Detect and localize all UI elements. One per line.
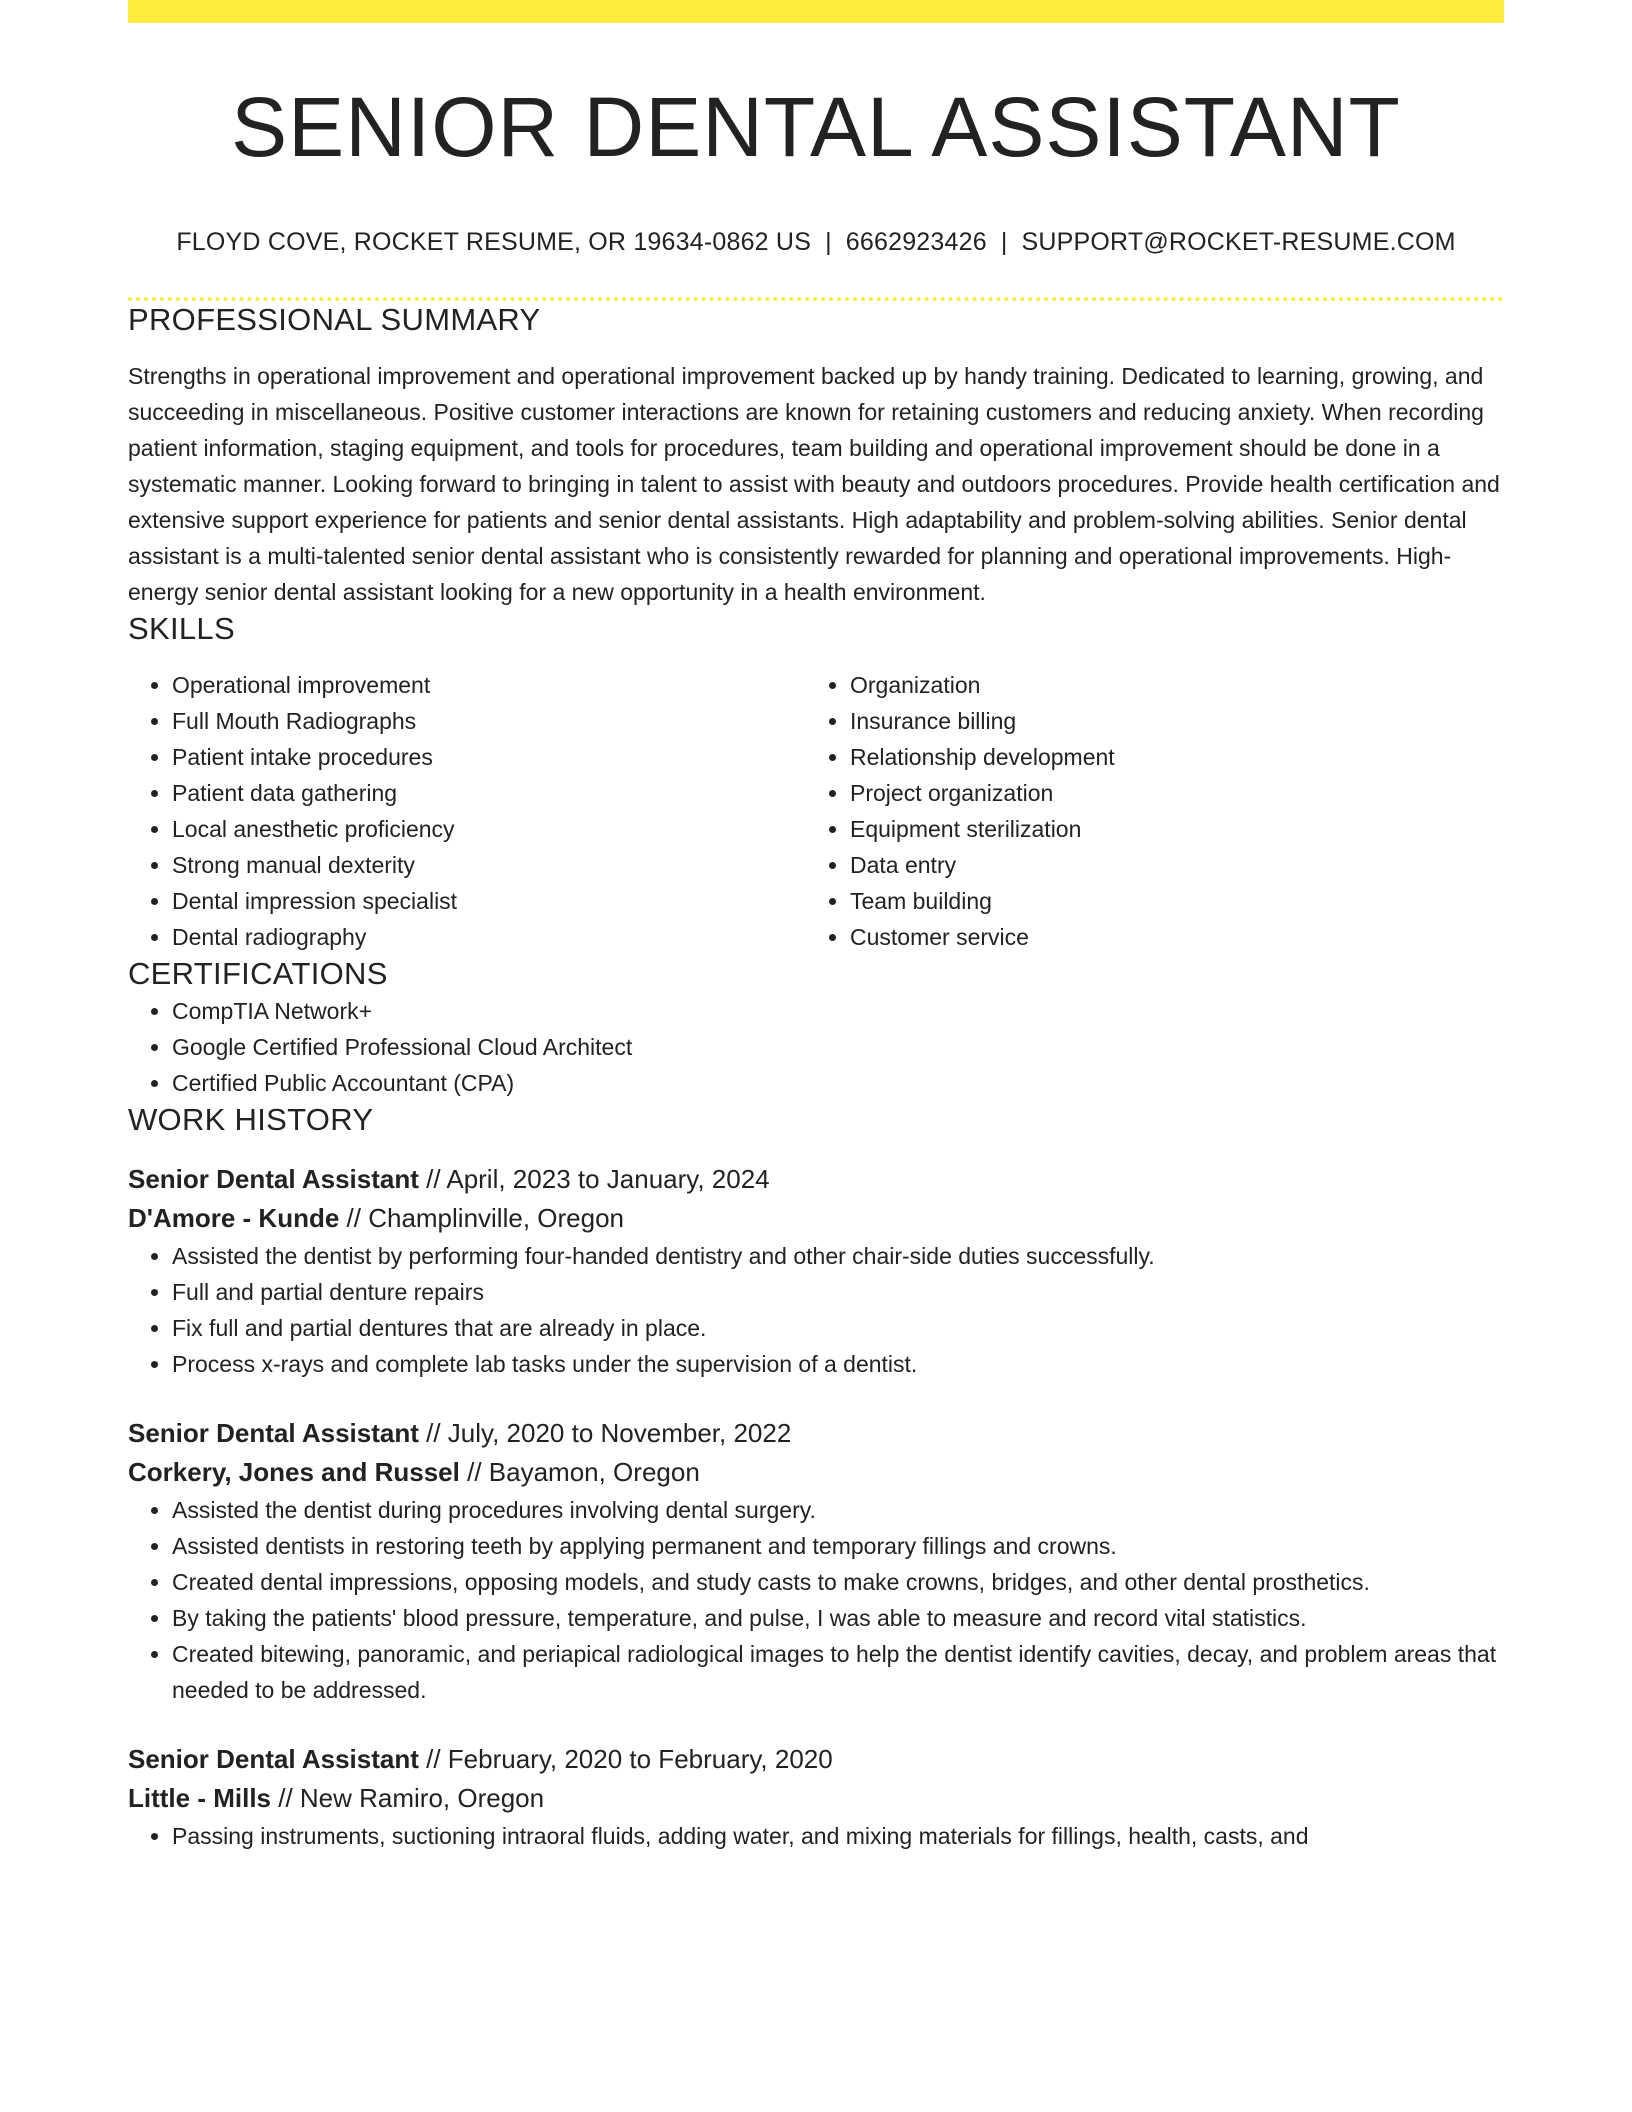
skill-item: • Project organization — [850, 775, 1484, 811]
job-bullet: • Process x-rays and complete lab tasks under the supervision of a dentist. — [172, 1346, 1504, 1382]
job-entry — [128, 1160, 1504, 1382]
skill-item: • Patient data gathering — [172, 775, 806, 811]
skills-list-left — [128, 667, 806, 955]
job-bullet: • By taking the patients' blood pressure, temperature, and pulse, I was able to measure and record vital statistics. — [172, 1600, 1504, 1636]
skill-item: • Dental impression specialist — [172, 883, 806, 919]
resume-page — [128, 0, 1504, 1854]
summary-text: Strengths in operational improvement and operational improvement backed up by handy training. Dedicated to learning, growing, and succeeding in miscellaneous. Positive customer interactions are known for retaining customers and reducing anxiety. When recording patient information, staging equipment, and tools for procedures, team building and operational improvement should be done in a systematic manner. Looking forward to bringing in talent to assist with beauty and outdoors procedures. Provide health certification and extensive support experience for patients and senior dental assistants. High adaptability and problem-solving abilities. Senior dental assistant is a multi-talented senior dental assistant who is consistently rewarded for planning and operational improvements. High-energy senior dental assistant looking for a new opportunity in a health environment. — [128, 363, 1500, 606]
certifications-heading: CERTIFICATIONS — [128, 956, 388, 992]
job-bullet: • Created dental impressions, opposing models, and study casts to make crowns, bridges, and other dental prosthetics. — [172, 1564, 1504, 1600]
skill-item: • Organization — [850, 667, 1484, 703]
contact-separator: | — [825, 228, 832, 256]
job-entry — [128, 1414, 1504, 1708]
skill-item: • Local anesthetic proficiency — [172, 811, 806, 847]
skill-item: • Patient intake procedures — [172, 739, 806, 775]
skills-column-left — [128, 667, 806, 955]
skill-item: • Dental radiography — [172, 919, 806, 955]
contact-email: SUPPORT@ROCKET-RESUME.COM — [1021, 228, 1456, 256]
job-title: Senior Dental Assistant — [128, 1417, 419, 1448]
job-dates: // April, 2023 to January, 2024 — [418, 1163, 770, 1194]
job-title-line — [128, 1414, 1504, 1453]
skill-item: • Equipment sterilization — [850, 811, 1484, 847]
resume-title: SENIOR DENTAL ASSISTANT — [231, 80, 1401, 174]
job-bullet: • Assisted the dentist by performing four-handed dentistry and other chair-side duties successfully. — [172, 1238, 1504, 1274]
job-company-line — [128, 1199, 1504, 1238]
job-entry — [128, 1740, 1504, 1854]
certification-item: • CompTIA Network+ — [172, 993, 1504, 1029]
skills-grid — [128, 667, 1504, 955]
skill-item: • Customer service — [850, 919, 1484, 955]
job-bullet: • Full and partial denture repairs — [172, 1274, 1504, 1310]
skill-item: • Relationship development — [850, 739, 1484, 775]
job-dates: // February, 2020 to February, 2020 — [418, 1743, 833, 1774]
work-history-heading: WORK HISTORY — [128, 1101, 374, 1137]
certification-item: • Certified Public Accountant (CPA) — [172, 1065, 1504, 1101]
top-accent-bar — [128, 0, 1504, 23]
contact-phone: 6662923426 — [845, 228, 987, 256]
job-company: Little - Mills — [128, 1782, 271, 1813]
job-title: Senior Dental Assistant — [128, 1163, 419, 1194]
skill-item: • Data entry — [850, 847, 1484, 883]
skill-item: • Operational improvement — [172, 667, 806, 703]
job-location: // Bayamon, Oregon — [459, 1456, 700, 1487]
contact-line — [128, 227, 1504, 257]
job-bullet: • Fix full and partial dentures that are already in place. — [172, 1310, 1504, 1346]
job-dates: // July, 2020 to November, 2022 — [418, 1417, 792, 1448]
job-company: Corkery, Jones and Russel — [128, 1456, 460, 1487]
skill-item: • Insurance billing — [850, 703, 1484, 739]
job-bullets — [128, 1818, 1504, 1854]
certification-item: • Google Certified Professional Cloud Architect — [172, 1029, 1504, 1065]
skills-column-right — [806, 667, 1484, 955]
job-company-line — [128, 1453, 1504, 1492]
job-company-line — [128, 1779, 1504, 1818]
job-bullet: • Created bitewing, panoramic, and periapical radiological images to help the dentist identify cavities, decay, and problem areas that needed to be addressed. — [172, 1636, 1504, 1708]
job-company: D'Amore - Kunde — [128, 1202, 340, 1233]
skill-item: • Team building — [850, 883, 1484, 919]
contact-address: FLOYD COVE, ROCKET RESUME, OR 19634-0862 US — [176, 228, 812, 256]
job-bullet: • Assisted the dentist during procedures involving dental surgery. — [172, 1492, 1504, 1528]
skills-heading: SKILLS — [128, 611, 235, 647]
job-title-line — [128, 1160, 1504, 1199]
certifications-list — [128, 993, 1504, 1101]
skill-item: • Strong manual dexterity — [172, 847, 806, 883]
skill-item: • Full Mouth Radiographs — [172, 703, 806, 739]
skills-list-right — [806, 667, 1484, 955]
job-bullets — [128, 1492, 1504, 1708]
summary-heading: PROFESSIONAL SUMMARY — [128, 302, 541, 337]
contact-separator: | — [1000, 228, 1008, 256]
job-bullet: • Assisted dentists in restoring teeth by applying permanent and temporary fillings and crowns. — [172, 1528, 1504, 1564]
job-bullet: • Passing instruments, suctioning intraoral fluids, adding water, and mixing materials for fillings, health, casts, and — [172, 1818, 1504, 1854]
job-location: // Champlinville, Oregon — [339, 1202, 624, 1233]
job-title-line — [128, 1740, 1504, 1779]
job-bullets — [128, 1238, 1504, 1382]
job-location: // New Ramiro, Oregon — [271, 1782, 545, 1813]
job-title: Senior Dental Assistant — [128, 1743, 419, 1774]
